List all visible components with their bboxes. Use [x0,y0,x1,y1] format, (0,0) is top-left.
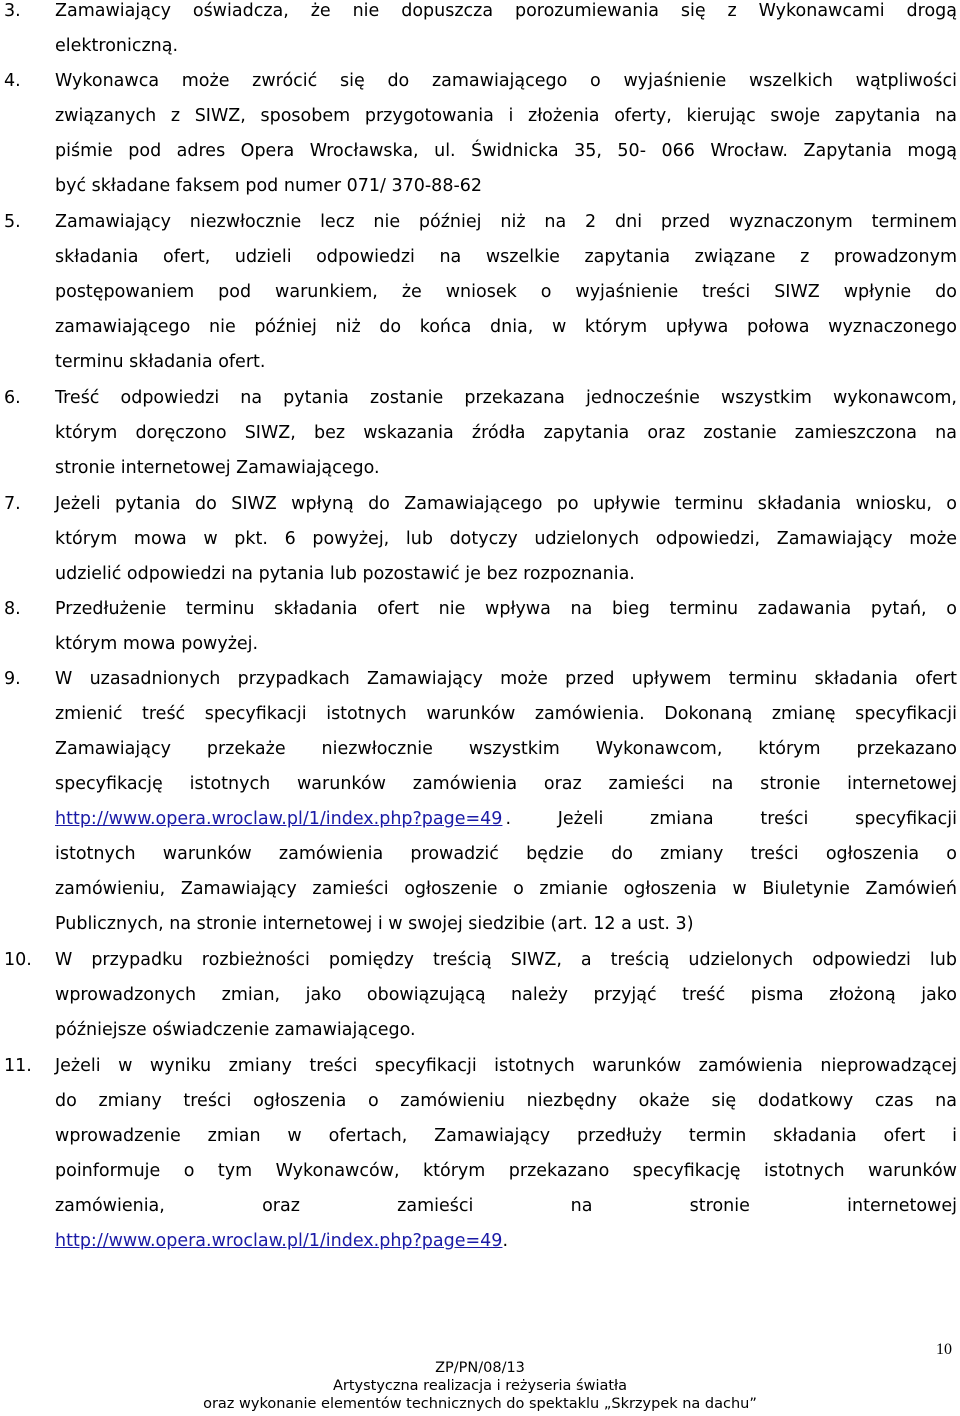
text-line: do zmiany treści ogłoszenia o zamówieniu niezbędny okaże się dodatkowy czas na [55,1091,957,1111]
text-line [55,1224,957,1259]
page-number: 10 [936,1341,952,1358]
text-line: zmienić treść specyfikacji istotnych warunków zamówienia. Dokonaną zmianę specyfikacji [55,704,957,724]
text-line: piśmie pod adres Opera Wrocławska, ul. Świdnicka 35, 50- 066 Wrocław. Zapytania mogą [55,141,957,161]
item-text [55,662,957,942]
item-text [55,205,957,380]
text-line: którym mowa powyżej. [55,634,259,654]
item-number: 10. [4,950,32,970]
text-line [55,802,957,837]
item-text [55,487,957,592]
text-line: istotnych warunków zamówienia prowadzić będzie do zmiany treści ogłoszenia o [55,844,957,864]
item-number: 11. [4,1056,32,1076]
text-fragment: . [502,1231,509,1251]
item-text [55,943,957,1048]
item-text [55,592,957,662]
text-line: Treść odpowiedzi na pytania zostanie przekazana jednocześnie wszystkim wykonawcom, [55,388,957,408]
text-line: zamówieniu, Zamawiający zamieści ogłoszenie o zmianie ogłoszenia w Biuletynie Zamówień [55,879,957,899]
text-line: Przedłużenie terminu składania ofert nie wpływa na bieg terminu zadawania pytań, o [55,599,957,619]
text-line: Zamawiający oświadcza, że nie dopuszcza porozumiewania się z Wykonawcami drogą [55,1,957,21]
text-line: stronie internetowej Zamawiającego. [55,458,380,478]
text-fragment: . Jeżeli zmiana treści specyfikacji [505,809,957,829]
footer-code: ZP/PN/08/13 [435,1360,525,1376]
text-line: elektroniczną. [55,36,179,56]
footer-line-2: oraz wykonanie elementów technicznych do spektaklu „Skrzypek na dachu” [203,1396,757,1412]
text-line: specyfikację istotnych warunków zamówienia oraz zamieści na stronie internetowej [55,774,957,794]
text-line: Publicznych, na stronie internetowej i w swojej siedzibie (art. 12 a ust. 3) [55,914,694,934]
item-text [55,1049,957,1259]
text-line: wprowadzenie zmian w ofertach, Zamawiający przedłuży termin składania ofert i [55,1126,957,1146]
text-line: W przypadku rozbieżności pomiędzy treścią SIWZ, a treścią udzielonych odpowiedzi lub [55,950,957,970]
text-line: być składane faksem pod numer 071/ 370-88-62 [55,176,483,196]
item-number: 7. [4,494,21,514]
text-line: poinformuje o tym Wykonawców, którym przekazano specyfikację istotnych warunków [55,1161,957,1181]
item-number: 4. [4,71,21,91]
item-number: 9. [4,669,21,689]
text-line: wprowadzonych zmian, jako obowiązującą należy przyjąć treść pisma złożoną jako [55,985,957,1005]
text-line: składania ofert, udzieli odpowiedzi na wszelkie zapytania związane z prowadzonym [55,247,957,267]
item-number: 6. [4,388,21,408]
footer-line-1: Artystyczna realizacja i reżyseria światła [332,1378,628,1394]
text-line: Jeżeli pytania do SIWZ wpłyną do Zamawiającego po upływie terminu składania wniosku, o [55,494,957,514]
text-line: związanych z SIWZ, sposobem przygotowania i złożenia oferty, kierując swoje zapytania na [55,106,957,126]
item-number: 5. [4,212,21,232]
text-line: którym mowa w pkt. 6 powyżej, lub dotyczy udzielonych odpowiedzi, Zamawiający może [55,529,957,549]
item-text [55,381,957,486]
text-line: W uzasadnionych przypadkach Zamawiający może przed upływem terminu składania ofert [55,669,957,689]
text-line: terminu składania ofert. [55,352,266,372]
text-line: Zamawiający niezwłocznie lecz nie później niż na 2 dni przed wyznaczonym terminem [55,212,957,232]
text-line: udzielić odpowiedzi na pytania lub pozostawić je bez rozpoznania. [55,564,635,584]
item-text [55,0,957,64]
item-number: 8. [4,599,21,619]
text-line: zamawiającego nie później niż do końca dnia, w którym upływa połowa wyznaczonego [55,317,957,337]
text-line: Wykonawca może zwrócić się do zamawiającego o wyjaśnienie wszelkich wątpliwości [55,71,957,91]
text-line: postępowaniem pod warunkiem, że wniosek o wyjaśnienie treści SIWZ wpłynie do [55,282,957,302]
text-line: którym doręczono SIWZ, bez wskazania źródła zapytania oraz zostanie zamieszczona na [55,423,957,443]
text-line: późniejsze oświadczenie zamawiającego. [55,1020,416,1040]
website-link[interactable]: http://www.opera.wroclaw.pl/1/index.php?page=49 [55,809,503,829]
website-link[interactable]: http://www.opera.wroclaw.pl/1/index.php?page=49 [55,1231,503,1251]
text-line: Jeżeli w wyniku zmiany treści specyfikacji istotnych warunków zamówienia nieprowadzącej [55,1056,957,1076]
text-line: Zamawiający przekaże niezwłocznie wszystkim Wykonawcom, którym przekazano [55,739,957,759]
item-text [55,64,957,204]
text-line: zamówienia, oraz zamieści na stronie internetowej [55,1196,957,1216]
item-number: 3. [4,1,21,21]
